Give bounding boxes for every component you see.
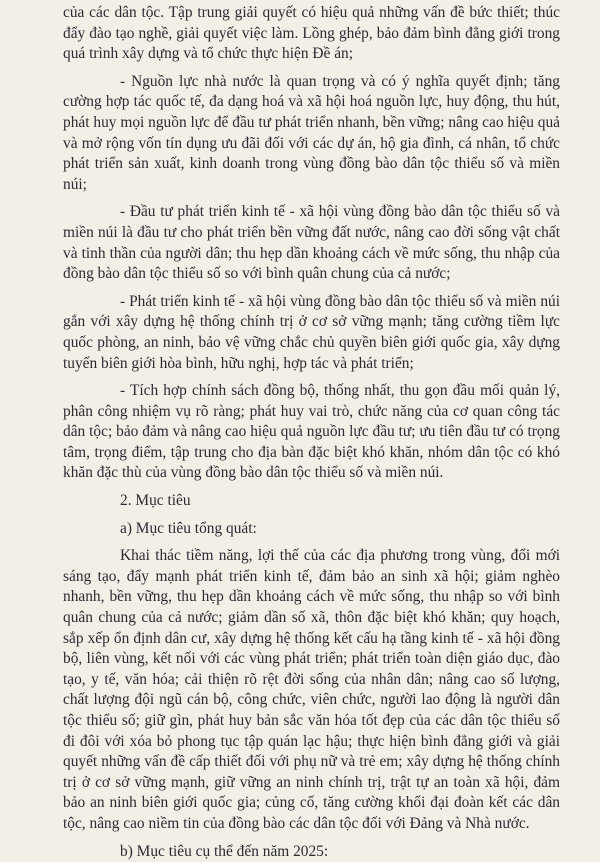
subheading-general-objectives: a) Mục tiêu tổng quát: (120, 519, 257, 537)
paragraph-political-system: - Phát triển kinh tế - xã hội vùng đồng bào dân tộc thiểu số và miền núi gắn với xây dựng hệ thống chính trị ở cơ sở vững mạnh; tăng cường tiềm lực quốc phòng, an ninh, bảo vệ vững chắc chủ quyền biên giới quốc gia, xây dựng tuyến biên giới hòa bình, hữu nghị, hợp tác và phát triển; (63, 292, 560, 372)
paragraph-policy-integration: - Tích hợp chính sách đồng bộ, thống nhất, thu gọn đầu mối quản lý, phân công nhiệm vụ rõ ràng; phát huy vai trò, chức năng của cơ quan công tác dân tộc; bảo đảm và nâng cao hiệu quả nguồn lực đầu tư; ưu tiên đầu tư có trọng tâm, trọng điểm, tập trung cho địa bàn đặc biệt khó khăn, nhóm dân tộc có khó khăn đặc thù của vùng đồng bào dân tộc thiểu số và miền núi. (63, 382, 560, 482)
paragraph-investment-development: - Đầu tư phát triển kinh tế - xã hội vùng đồng bào dân tộc thiểu số và miền núi là đầu tư cho phát triển bền vững đất nước, nâng cao đời sống vật chất và tinh thần của người dân; thu hẹp dần khoảng cách về mức sống, thu nhập của đồng bào dân tộc thiểu số so với bình quân chung của cả nước; (63, 203, 560, 283)
paragraph-state-resources: - Nguồn lực nhà nước là quan trọng và có ý nghĩa quyết định; tăng cường hợp tác quốc tế, đa dạng hoá và xã hội hoá nguồn lực, huy động, thu hút, phát huy mọi nguồn lực để đầu tư phát triển nhanh, bền vững; nâng cao hiệu quả và mở rộng vốn tín dụng ưu đãi đối với các dự án, hộ gia đình, cá nhân, tổ chức phát triển sản xuất, kinh doanh trong vùng đồng bào dân tộc thiểu số và miền núi; (63, 72, 560, 193)
section-heading-objectives: 2. Mục tiêu (120, 492, 191, 510)
subheading-specific-objectives: b) Mục tiêu cụ thể đến năm 2025: (120, 842, 329, 860)
paragraph-general-objectives: Khai thác tiềm năng, lợi thế của các địa phương trong vùng, đổi mới sáng tạo, đẩy mạnh phát triển kinh tế, đảm bảo an sinh xã hội; giảm nghèo nhanh, bền vững, thu hẹp dần khoảng cách về mức sống, thu nhập so với bình quân chung của cả nước; giảm dần số xã, thôn đặc biệt khó khăn; quy hoạch, sắp xếp ổn định dân cư, xây dựng hệ thống kết cấu hạ tầng kinh tế - xã hội đồng bộ, liên vùng, kết nối với các vùng phát triển; phát triển toàn diện giáo dục, đào tạo, y tế, văn hóa; cải thiện rõ rệt đời sống của nhân dân; nâng cao số lượng, chất lượng đội ngũ cán bộ, công chức, viên chức, người lao động là người dân tộc thiểu số; giữ gìn, phát huy bản sắc văn hóa tốt đẹp của các dân tộc thiểu số đi đôi với xóa bỏ phong tục tập quán lạc hậu; thực hiện bình đẳng giới và giải quyết những vấn đề cấp thiết đối với phụ nữ và trẻ em; xây dựng hệ thống chính trị ở cơ sở vững mạnh, giữ vững an ninh chính trị, trật tự an toàn xã hội, đảm bảo an ninh biên giới quốc gia; củng cố, tăng cường khối đại đoàn kết các dân tộc, nâng cao niềm tin của đồng bào các dân tộc đối với Đảng và Nhà nước. (63, 547, 560, 832)
paragraph-continuation: của các dân tộc. Tập trung giải quyết có hiệu quả những vấn đề bức thiết; thúc đẩy đào tạo nghề, giải quyết việc làm. Lồng ghép, bảo đảm bình đẳng giới trong quá trình xây dựng và tổ chức thực hiện Đề án; (63, 4, 560, 63)
